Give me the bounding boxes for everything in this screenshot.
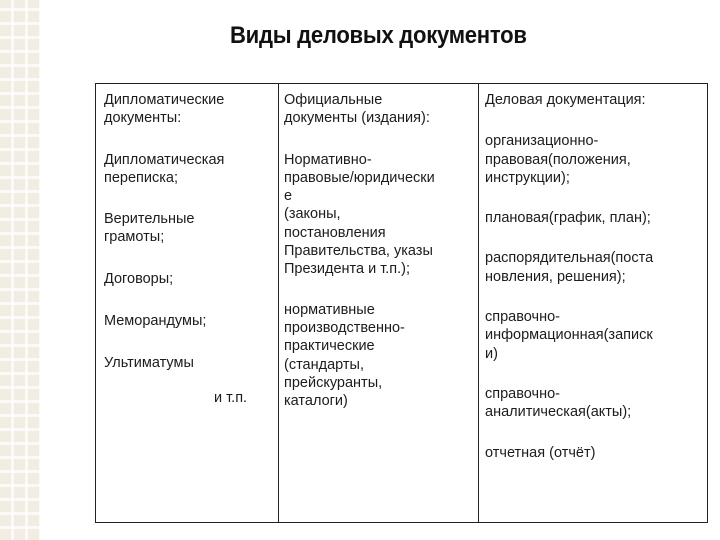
- list-item: справочно- аналитическая(акты);: [485, 385, 632, 421]
- column-divider: [478, 84, 479, 522]
- list-item: справочно- информационная(записк и): [485, 309, 653, 362]
- list-item: Меморандумы;: [104, 313, 207, 330]
- column-business: [485, 91, 705, 462]
- document-types-table: [95, 83, 708, 523]
- list-item: распорядительная(поста новления, решения);: [485, 250, 654, 285]
- list-item: Ультиматумы: [104, 355, 194, 372]
- list-item: Договоры;: [104, 270, 174, 287]
- column-diplomatic: [104, 91, 276, 407]
- list-item: Нормативно- правовые/юридически е (законы, постановления Правительства, указы Президента и т.п.);: [284, 151, 435, 278]
- list-item: Верительные грамоты;: [104, 211, 195, 246]
- list-item: и т.п.: [214, 389, 248, 406]
- column-official: [284, 91, 476, 410]
- column-divider: [278, 84, 279, 522]
- column-header: Официальные документы (издания):: [284, 92, 430, 127]
- list-item: организационно- правовая(положения, инструкции);: [485, 133, 631, 186]
- decorative-stripe: [0, 0, 40, 540]
- list-item: плановая(график, план);: [485, 210, 651, 227]
- column-header: Дипломатические документы:: [104, 92, 225, 127]
- list-item: нормативные производственно- практические (стандарты, прейскуранты, каталоги): [284, 301, 405, 410]
- page-title: Виды деловых документов: [230, 22, 527, 49]
- column-header: Деловая документация:: [485, 92, 646, 108]
- list-item: Дипломатическая переписка;: [104, 151, 225, 186]
- list-item: отчетная (отчёт): [485, 444, 596, 461]
